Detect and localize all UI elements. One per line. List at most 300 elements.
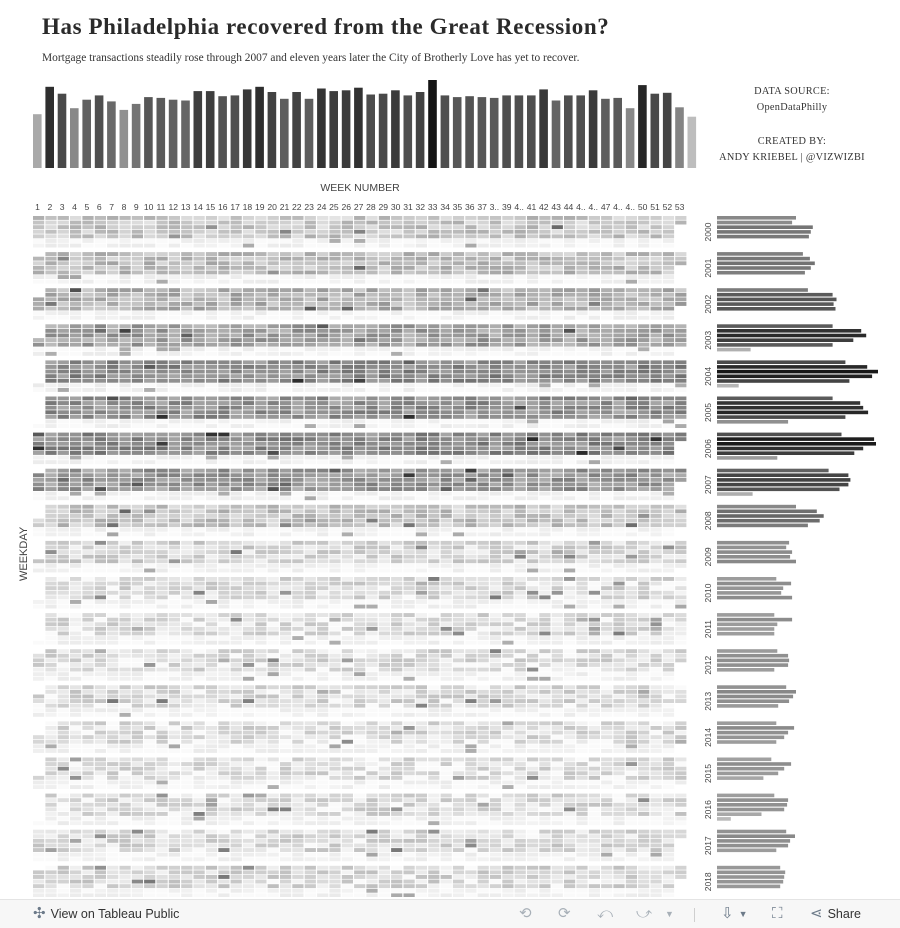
heatmap-cell[interactable] — [465, 469, 476, 473]
heatmap-cell[interactable] — [144, 618, 155, 622]
heatmap-cell[interactable] — [231, 532, 242, 536]
heatmap-cell[interactable] — [626, 334, 637, 338]
heatmap-cell[interactable] — [539, 257, 550, 261]
heatmap-cell[interactable] — [416, 316, 427, 320]
heatmap-cell[interactable] — [502, 451, 513, 455]
heatmap-cell[interactable] — [651, 324, 662, 328]
heatmap-cell[interactable] — [515, 546, 526, 550]
heatmap-cell[interactable] — [218, 641, 229, 645]
heatmap-cell[interactable] — [255, 605, 266, 609]
heatmap-cell[interactable] — [82, 546, 93, 550]
heatmap-cell[interactable] — [490, 271, 501, 275]
heatmap-cell[interactable] — [317, 546, 328, 550]
heatmap-cell[interactable] — [391, 329, 402, 333]
heatmap-cell[interactable] — [120, 424, 131, 428]
heatmap-cell[interactable] — [305, 641, 316, 645]
heatmap-cell[interactable] — [663, 388, 674, 392]
heatmap-cell[interactable] — [354, 365, 365, 369]
heatmap-cell[interactable] — [379, 347, 390, 351]
heatmap-cell[interactable] — [243, 239, 254, 243]
heatmap-cell[interactable] — [206, 663, 217, 667]
heatmap-cell[interactable] — [206, 225, 217, 229]
heatmap-cell[interactable] — [280, 582, 291, 586]
heatmap-cell[interactable] — [515, 492, 526, 496]
heatmap-cell[interactable] — [169, 433, 180, 437]
heatmap-cell[interactable] — [576, 514, 587, 518]
heatmap-cell[interactable] — [379, 221, 390, 225]
heatmap-cell[interactable] — [613, 302, 624, 306]
heatmap-cell[interactable] — [366, 343, 377, 347]
heatmap-cell[interactable] — [268, 564, 279, 568]
heatmap-cell[interactable] — [613, 487, 624, 491]
heatmap-cell[interactable] — [576, 487, 587, 491]
heatmap-cell[interactable] — [120, 311, 131, 315]
heatmap-cell[interactable] — [157, 410, 168, 414]
heatmap-cell[interactable] — [243, 528, 254, 532]
week-bar[interactable] — [391, 90, 400, 168]
heatmap-cell[interactable] — [354, 564, 365, 568]
heatmap-cell[interactable] — [428, 632, 439, 636]
heatmap-cell[interactable] — [366, 221, 377, 225]
heatmap-cell[interactable] — [82, 528, 93, 532]
heatmap-cell[interactable] — [292, 234, 303, 238]
heatmap-cell[interactable] — [169, 266, 180, 270]
heatmap-cell[interactable] — [243, 546, 254, 550]
heatmap-cell[interactable] — [181, 244, 192, 248]
heatmap-cell[interactable] — [391, 280, 402, 284]
heatmap-cell[interactable] — [157, 663, 168, 667]
heatmap-cell[interactable] — [601, 433, 612, 437]
heatmap-cell[interactable] — [231, 360, 242, 364]
heatmap-cell[interactable] — [342, 641, 353, 645]
heatmap-cell[interactable] — [45, 239, 56, 243]
heatmap-cell[interactable] — [206, 496, 217, 500]
heatmap-cell[interactable] — [45, 496, 56, 500]
heatmap-cell[interactable] — [280, 293, 291, 297]
heatmap-cell[interactable] — [243, 244, 254, 248]
heatmap-cell[interactable] — [391, 216, 402, 220]
heatmap-cell[interactable] — [132, 582, 143, 586]
heatmap-cell[interactable] — [144, 347, 155, 351]
heatmap-cell[interactable] — [391, 316, 402, 320]
heatmap-cell[interactable] — [638, 591, 649, 595]
heatmap-cell[interactable] — [268, 225, 279, 229]
heatmap-cell[interactable] — [613, 636, 624, 640]
heatmap-cell[interactable] — [231, 365, 242, 369]
heatmap-cell[interactable] — [194, 654, 205, 658]
heatmap-cell[interactable] — [391, 433, 402, 437]
heatmap-cell[interactable] — [144, 352, 155, 356]
heatmap-cell[interactable] — [243, 668, 254, 672]
heatmap-cell[interactable] — [601, 307, 612, 311]
heatmap-cell[interactable] — [404, 509, 415, 513]
heatmap-cell[interactable] — [379, 546, 390, 550]
heatmap-cell[interactable] — [132, 600, 143, 604]
heatmap-cell[interactable] — [515, 275, 526, 279]
heatmap-cell[interactable] — [132, 311, 143, 315]
heatmap-cell[interactable] — [157, 627, 168, 631]
heatmap-cell[interactable] — [379, 225, 390, 229]
heatmap-cell[interactable] — [132, 374, 143, 378]
heatmap-cell[interactable] — [465, 352, 476, 356]
heatmap-cell[interactable] — [552, 343, 563, 347]
heatmap-cell[interactable] — [478, 316, 489, 320]
heatmap-cell[interactable] — [231, 460, 242, 464]
heatmap-cell[interactable] — [255, 397, 266, 401]
heatmap-cell[interactable] — [144, 605, 155, 609]
heatmap-cell[interactable] — [564, 374, 575, 378]
heatmap-cell[interactable] — [626, 379, 637, 383]
heatmap-cell[interactable] — [268, 379, 279, 383]
heatmap-cell[interactable] — [95, 528, 106, 532]
heatmap-cell[interactable] — [218, 685, 229, 689]
heatmap-cell[interactable] — [651, 343, 662, 347]
heatmap-cell[interactable] — [552, 293, 563, 297]
heatmap-cell[interactable] — [206, 641, 217, 645]
heatmap-cell[interactable] — [329, 293, 340, 297]
heatmap-cell[interactable] — [638, 415, 649, 419]
heatmap-cell[interactable] — [120, 266, 131, 270]
heatmap-cell[interactable] — [329, 618, 340, 622]
heatmap-cell[interactable] — [638, 618, 649, 622]
heatmap-cell[interactable] — [552, 424, 563, 428]
heatmap-cell[interactable] — [478, 230, 489, 234]
heatmap-cell[interactable] — [317, 519, 328, 523]
heatmap-cell[interactable] — [305, 343, 316, 347]
heatmap-cell[interactable] — [626, 329, 637, 333]
heatmap-cell[interactable] — [576, 442, 587, 446]
heatmap-cell[interactable] — [515, 415, 526, 419]
heatmap-cell[interactable] — [305, 433, 316, 437]
heatmap-cell[interactable] — [107, 622, 118, 626]
heatmap-cell[interactable] — [613, 401, 624, 405]
heatmap-cell[interactable] — [441, 360, 452, 364]
heatmap-cell[interactable] — [527, 555, 538, 559]
heatmap-cell[interactable] — [58, 343, 69, 347]
heatmap-cell[interactable] — [366, 257, 377, 261]
heatmap-cell[interactable] — [292, 388, 303, 392]
heatmap-cell[interactable] — [243, 374, 254, 378]
heatmap-cell[interactable] — [206, 469, 217, 473]
heatmap-cell[interactable] — [157, 406, 168, 410]
heatmap-cell[interactable] — [675, 613, 686, 617]
heatmap-cell[interactable] — [342, 541, 353, 545]
heatmap-cell[interactable] — [366, 288, 377, 292]
heatmap-cell[interactable] — [404, 397, 415, 401]
heatmap-cell[interactable] — [144, 302, 155, 306]
heatmap-cell[interactable] — [194, 505, 205, 509]
heatmap-cell[interactable] — [317, 415, 328, 419]
heatmap-cell[interactable] — [515, 266, 526, 270]
heatmap-cell[interactable] — [564, 244, 575, 248]
heatmap-cell[interactable] — [552, 415, 563, 419]
heatmap-cell[interactable] — [490, 649, 501, 653]
heatmap-cell[interactable] — [379, 288, 390, 292]
heatmap-cell[interactable] — [576, 641, 587, 645]
heatmap-cell[interactable] — [329, 370, 340, 374]
heatmap-cell[interactable] — [601, 383, 612, 387]
heatmap-cell[interactable] — [416, 632, 427, 636]
heatmap-cell[interactable] — [317, 401, 328, 405]
heatmap-cell[interactable] — [70, 605, 81, 609]
heatmap-cell[interactable] — [391, 641, 402, 645]
heatmap-cell[interactable] — [243, 483, 254, 487]
heatmap-cell[interactable] — [132, 360, 143, 364]
heatmap-cell[interactable] — [675, 221, 686, 225]
heatmap-cell[interactable] — [157, 636, 168, 640]
heatmap-cell[interactable] — [379, 420, 390, 424]
heatmap-cell[interactable] — [552, 446, 563, 450]
heatmap-cell[interactable] — [589, 483, 600, 487]
week-bar[interactable] — [366, 95, 375, 169]
heatmap-cell[interactable] — [576, 586, 587, 590]
heatmap-cell[interactable] — [589, 221, 600, 225]
heatmap-cell[interactable] — [194, 451, 205, 455]
heatmap-cell[interactable] — [342, 523, 353, 527]
heatmap-cell[interactable] — [157, 275, 168, 279]
heatmap-cell[interactable] — [564, 401, 575, 405]
heatmap-cell[interactable] — [33, 569, 44, 573]
heatmap-cell[interactable] — [243, 302, 254, 306]
heatmap-cell[interactable] — [626, 663, 637, 667]
heatmap-cell[interactable] — [58, 234, 69, 238]
heatmap-cell[interactable] — [95, 244, 106, 248]
heatmap-cell[interactable] — [626, 559, 637, 563]
heatmap-cell[interactable] — [45, 658, 56, 662]
heatmap-cell[interactable] — [576, 415, 587, 419]
heatmap-cell[interactable] — [144, 271, 155, 275]
heatmap-cell[interactable] — [82, 496, 93, 500]
heatmap-cell[interactable] — [194, 668, 205, 672]
heatmap-cell[interactable] — [329, 514, 340, 518]
heatmap-cell[interactable] — [206, 677, 217, 681]
heatmap-cell[interactable] — [82, 469, 93, 473]
heatmap-cell[interactable] — [663, 406, 674, 410]
heatmap-cell[interactable] — [243, 690, 254, 694]
heatmap-cell[interactable] — [626, 410, 637, 414]
heatmap-cell[interactable] — [58, 261, 69, 265]
heatmap-cell[interactable] — [206, 230, 217, 234]
heatmap-cell[interactable] — [280, 311, 291, 315]
heatmap-cell[interactable] — [95, 586, 106, 590]
heatmap-cell[interactable] — [169, 379, 180, 383]
heatmap-cell[interactable] — [638, 360, 649, 364]
heatmap-cell[interactable] — [564, 334, 575, 338]
heatmap-cell[interactable] — [589, 225, 600, 229]
heatmap-cell[interactable] — [391, 370, 402, 374]
heatmap-cell[interactable] — [539, 564, 550, 568]
heatmap-cell[interactable] — [391, 649, 402, 653]
heatmap-cell[interactable] — [317, 654, 328, 658]
heatmap-cell[interactable] — [255, 338, 266, 342]
heatmap-cell[interactable] — [194, 641, 205, 645]
heatmap-cell[interactable] — [527, 663, 538, 667]
heatmap-cell[interactable] — [329, 523, 340, 527]
heatmap-cell[interactable] — [218, 451, 229, 455]
heatmap-cell[interactable] — [502, 505, 513, 509]
heatmap-cell[interactable] — [564, 618, 575, 622]
heatmap-cell[interactable] — [576, 555, 587, 559]
heatmap-cell[interactable] — [157, 460, 168, 464]
heatmap-cell[interactable] — [169, 690, 180, 694]
heatmap-cell[interactable] — [243, 316, 254, 320]
heatmap-cell[interactable] — [589, 271, 600, 275]
heatmap-cell[interactable] — [181, 271, 192, 275]
heatmap-cell[interactable] — [120, 649, 131, 653]
heatmap-cell[interactable] — [33, 280, 44, 284]
heatmap-cell[interactable] — [144, 415, 155, 419]
heatmap-cell[interactable] — [601, 555, 612, 559]
heatmap-cell[interactable] — [663, 600, 674, 604]
heatmap-cell[interactable] — [95, 420, 106, 424]
heatmap-cell[interactable] — [478, 338, 489, 342]
heatmap-cell[interactable] — [45, 442, 56, 446]
heatmap-cell[interactable] — [181, 595, 192, 599]
heatmap-cell[interactable] — [441, 280, 452, 284]
heatmap-cell[interactable] — [120, 672, 131, 676]
heatmap-cell[interactable] — [181, 550, 192, 554]
heatmap-cell[interactable] — [589, 586, 600, 590]
heatmap-cell[interactable] — [58, 622, 69, 626]
heatmap-cell[interactable] — [194, 338, 205, 342]
heatmap-cell[interactable] — [329, 605, 340, 609]
heatmap-cell[interactable] — [552, 252, 563, 256]
heatmap-cell[interactable] — [231, 297, 242, 301]
heatmap-cell[interactable] — [181, 699, 192, 703]
heatmap-cell[interactable] — [45, 370, 56, 374]
heatmap-cell[interactable] — [120, 595, 131, 599]
heatmap-cell[interactable] — [33, 307, 44, 311]
heatmap-cell[interactable] — [478, 627, 489, 631]
heatmap-cell[interactable] — [218, 433, 229, 437]
heatmap-cell[interactable] — [515, 420, 526, 424]
heatmap-cell[interactable] — [243, 704, 254, 708]
heatmap-cell[interactable] — [379, 451, 390, 455]
heatmap-cell[interactable] — [144, 221, 155, 225]
heatmap-cell[interactable] — [453, 672, 464, 676]
heatmap-cell[interactable] — [441, 239, 452, 243]
heatmap-cell[interactable] — [366, 252, 377, 256]
heatmap-cell[interactable] — [255, 613, 266, 617]
heatmap-cell[interactable] — [404, 505, 415, 509]
heatmap-cell[interactable] — [107, 397, 118, 401]
heatmap-cell[interactable] — [441, 374, 452, 378]
heatmap-cell[interactable] — [280, 221, 291, 225]
heatmap-cell[interactable] — [194, 528, 205, 532]
heatmap-cell[interactable] — [82, 704, 93, 708]
heatmap-cell[interactable] — [120, 293, 131, 297]
heatmap-cell[interactable] — [453, 569, 464, 573]
heatmap-cell[interactable] — [305, 338, 316, 342]
heatmap-cell[interactable] — [157, 365, 168, 369]
heatmap-cell[interactable] — [564, 221, 575, 225]
heatmap-cell[interactable] — [601, 266, 612, 270]
heatmap-cell[interactable] — [144, 492, 155, 496]
heatmap-cell[interactable] — [638, 401, 649, 405]
heatmap-cell[interactable] — [539, 360, 550, 364]
heatmap-cell[interactable] — [206, 569, 217, 573]
heatmap-cell[interactable] — [416, 420, 427, 424]
heatmap-cell[interactable] — [58, 271, 69, 275]
heatmap-cell[interactable] — [268, 523, 279, 527]
heatmap-cell[interactable] — [45, 541, 56, 545]
heatmap-cell[interactable] — [366, 311, 377, 315]
heatmap-cell[interactable] — [58, 456, 69, 460]
heatmap-cell[interactable] — [70, 221, 81, 225]
heatmap-cell[interactable] — [379, 261, 390, 265]
heatmap-cell[interactable] — [404, 641, 415, 645]
heatmap-cell[interactable] — [404, 677, 415, 681]
heatmap-cell[interactable] — [490, 605, 501, 609]
heatmap-cell[interactable] — [107, 586, 118, 590]
heatmap-cell[interactable] — [502, 379, 513, 383]
heatmap-cell[interactable] — [613, 532, 624, 536]
heatmap-cell[interactable] — [428, 550, 439, 554]
heatmap-cell[interactable] — [651, 424, 662, 428]
heatmap-cell[interactable] — [95, 415, 106, 419]
heatmap-cell[interactable] — [268, 406, 279, 410]
heatmap-cell[interactable] — [292, 456, 303, 460]
heatmap-cell[interactable] — [342, 595, 353, 599]
heatmap-cell[interactable] — [626, 275, 637, 279]
heatmap-cell[interactable] — [58, 365, 69, 369]
heatmap-cell[interactable] — [243, 347, 254, 351]
heatmap-cell[interactable] — [218, 352, 229, 356]
heatmap-cell[interactable] — [490, 559, 501, 563]
heatmap-cell[interactable] — [292, 383, 303, 387]
heatmap-cell[interactable] — [132, 266, 143, 270]
heatmap-cell[interactable] — [651, 374, 662, 378]
heatmap-cell[interactable] — [169, 406, 180, 410]
heatmap-cell[interactable] — [515, 478, 526, 482]
heatmap-cell[interactable] — [82, 668, 93, 672]
heatmap-cell[interactable] — [169, 420, 180, 424]
heatmap-cell[interactable] — [305, 275, 316, 279]
heatmap-cell[interactable] — [280, 288, 291, 292]
heatmap-cell[interactable] — [601, 658, 612, 662]
heatmap-cell[interactable] — [404, 541, 415, 545]
heatmap-cell[interactable] — [404, 415, 415, 419]
heatmap-cell[interactable] — [317, 636, 328, 640]
heatmap-cell[interactable] — [490, 632, 501, 636]
heatmap-cell[interactable] — [95, 221, 106, 225]
heatmap-cell[interactable] — [515, 401, 526, 405]
heatmap-cell[interactable] — [268, 365, 279, 369]
heatmap-cell[interactable] — [404, 420, 415, 424]
heatmap-cell[interactable] — [441, 216, 452, 220]
heatmap-cell[interactable] — [194, 437, 205, 441]
heatmap-cell[interactable] — [329, 569, 340, 573]
heatmap-cell[interactable] — [157, 379, 168, 383]
heatmap-cell[interactable] — [107, 677, 118, 681]
heatmap-cell[interactable] — [181, 483, 192, 487]
heatmap-cell[interactable] — [663, 360, 674, 364]
heatmap-cell[interactable] — [95, 437, 106, 441]
heatmap-cell[interactable] — [490, 221, 501, 225]
heatmap-cell[interactable] — [33, 297, 44, 301]
heatmap-cell[interactable] — [490, 424, 501, 428]
heatmap-cell[interactable] — [82, 297, 93, 301]
heatmap-cell[interactable] — [453, 302, 464, 306]
heatmap-cell[interactable] — [601, 316, 612, 320]
heatmap-cell[interactable] — [58, 288, 69, 292]
heatmap-cell[interactable] — [70, 379, 81, 383]
heatmap-cell[interactable] — [218, 244, 229, 248]
heatmap-cell[interactable] — [58, 564, 69, 568]
heatmap-cell[interactable] — [428, 257, 439, 261]
heatmap-cell[interactable] — [626, 586, 637, 590]
heatmap-cell[interactable] — [515, 261, 526, 265]
